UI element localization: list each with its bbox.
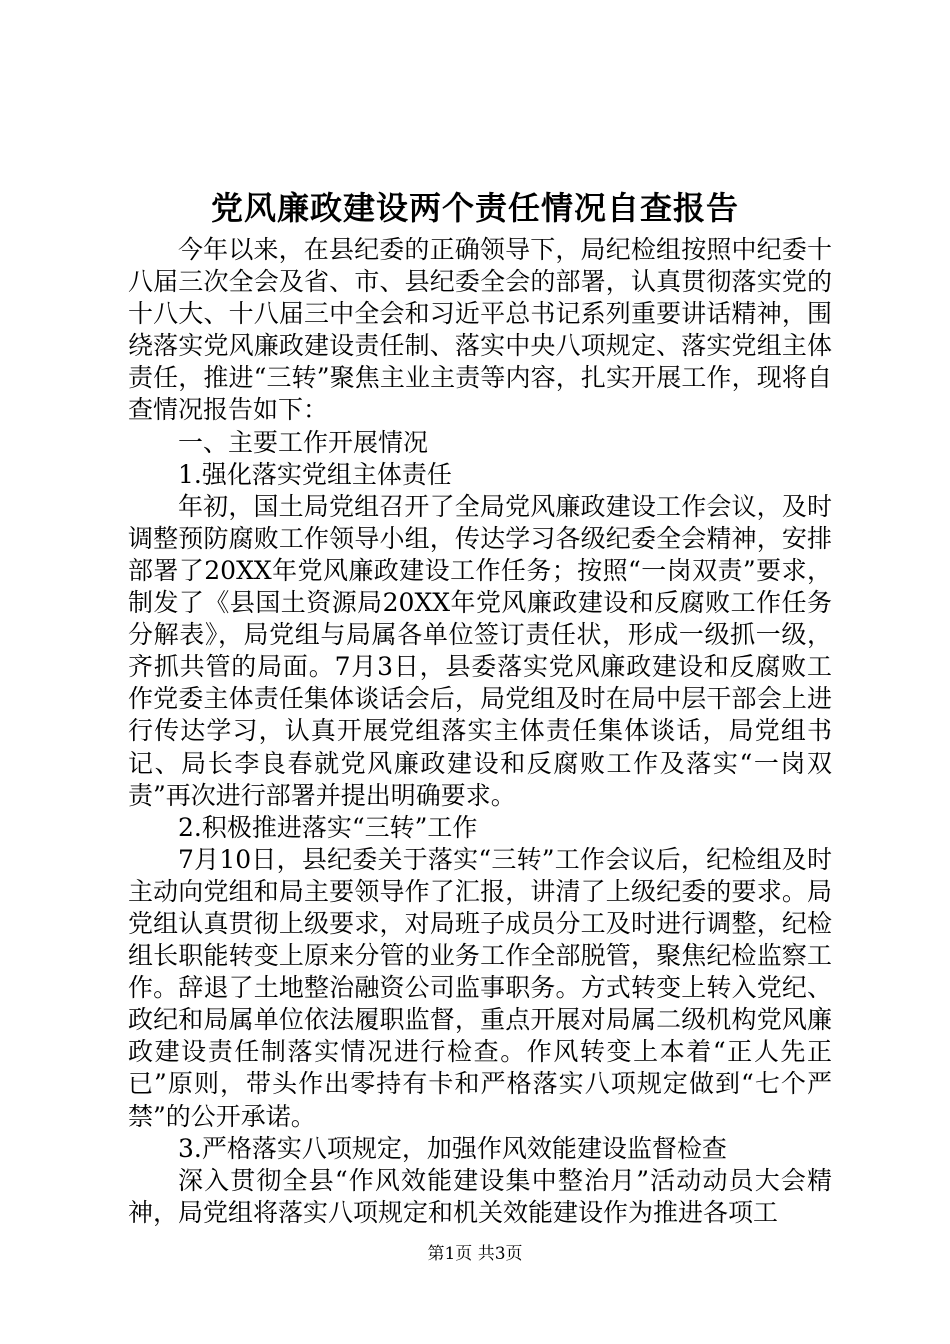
- intro-paragraph: 今年以来，在县纪委的正确领导下，局纪检组按照中纪委十八届三次全会及省、市、县纪委全会的部署，认真贯彻落实党的十八大、十八届三中全会和习近平总书记系列重要讲话精神，围绕落实党风廉政建设责任制、落实中央八项规定、落实党组主体责任，推进“三转”聚焦主业主责等内容，扎实开展工作，现将自查情况报告如下：: [128, 235, 832, 425]
- item-heading: 2.积极推进落实“三转”工作: [178, 812, 478, 842]
- page-indicator: 第1页 共3页: [427, 1244, 523, 1264]
- item-paragraph: 7月10日，县纪委关于落实“三转”工作会议后，纪检组及时主动向党组和局主要领导作了汇报，讲清了上级纪委的要求。局党组认真贯彻上级要求，对局班子成员分工及时进行调整，纪检组长职能转变上原来分管的业务工作全部脱管，聚焦纪检监察工作。辞退了土地整治融资公司监事职务。方式转变上转入党纪、政纪和局属单位依法履职监督，重点开展对局属二级机构党风廉政建设责任制落实情况进行检查。作风转变上本着“正人先正已”原则，带头作出零持有卡和严格落实八项规定做到“七个严禁”的公开承诺。: [128, 844, 832, 1131]
- item-paragraph: 年初，国土局党组召开了全局党风廉政建设工作会议，及时调整预防腐败工作领导小组，传达学习各级纪委全会精神，安排部署了20XX年党风廉政建设工作任务；按照“一岗双责”要求，制发了《县国土资源局20XX年党风廉政建设和反腐败工作任务分解表》，局党组与局属各单位签订责任状，形成一级抓一级，齐抓共管的局面。7月3日，县委落实党风廉政建设和反腐败工作党委主体责任集体谈话会后，局党组及时在局中层干部会上进行传达学习，认真开展党组落实主体责任集体谈话，局党组书记、局长李良春就党风廉政建设和反腐败工作及落实“一岗双责”再次进行部署并提出明确要求。: [128, 491, 832, 810]
- item-paragraph: 深入贯彻全县“作风效能建设集中整治月”活动动员大会精神，局党组将落实八项规定和机关效能建设作为推进各项工: [128, 1165, 832, 1227]
- item-heading: 3.严格落实八项规定，加强作风效能建设监督检查: [178, 1133, 727, 1163]
- document-body: [128, 234, 832, 1229]
- document-title: 党风廉政建设两个责任情况自查报告: [210, 189, 739, 227]
- item-heading: 1.强化落实党组主体责任: [178, 459, 452, 489]
- section-heading: 一、主要工作开展情况: [178, 427, 429, 457]
